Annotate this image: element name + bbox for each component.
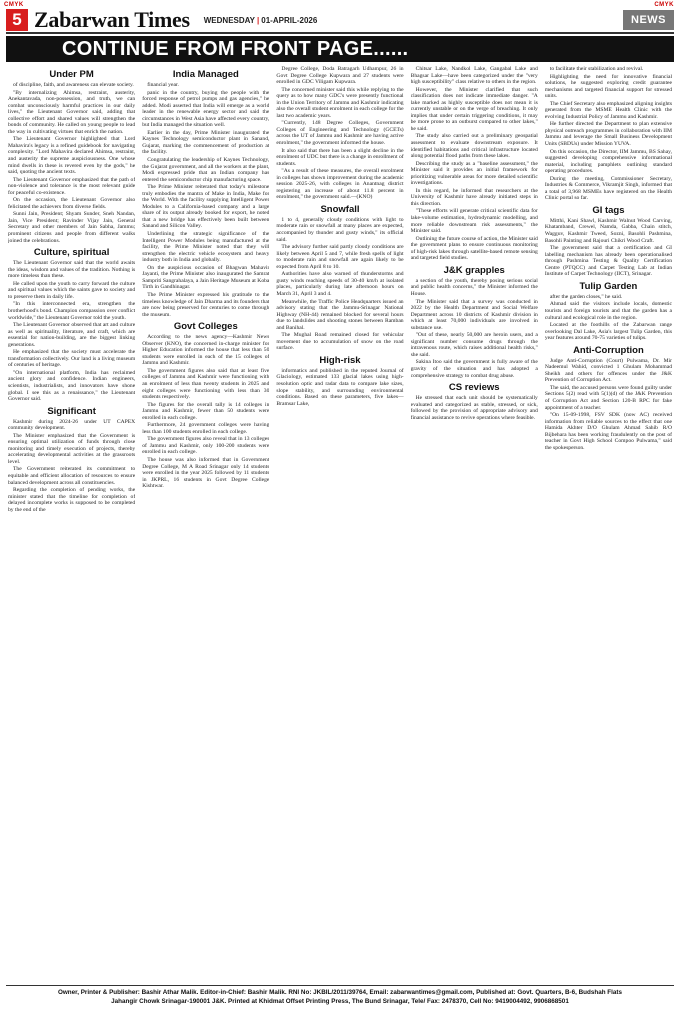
article-paragraph: During the meeting, Commissioner Secretary, Industries & Commerce, Vikramjit Singh, informed that a total of 3,968 MSMEs have registered on the Health Clinic portal so far. bbox=[544, 175, 673, 202]
article-paragraph: It also said that there has been a slight decline in the enrolment of UDC but there is a change in enrollment of students. bbox=[276, 147, 404, 167]
article-paragraph: financial year. bbox=[147, 82, 179, 88]
article-body bbox=[8, 260, 135, 402]
article-paragraph: The Government reiterated its commitment to equitable and efficient allocation of resources to ensure balanced development across all constituencies. bbox=[8, 466, 136, 486]
dateline: WEDNESDAY | 01-APRIL-2026 bbox=[203, 15, 318, 25]
article-title: Govt Colleges bbox=[173, 321, 238, 333]
article-paragraph: Describing the study as a "baseline assessment," the Minister said it provides an initial framework for prioritizing vulnerable areas for more detailed scientific investigations. bbox=[410, 160, 538, 187]
print-mark-right: CMYK bbox=[654, 2, 674, 8]
section-tag: NEWS bbox=[623, 10, 674, 30]
article-title: India Managed bbox=[172, 69, 239, 80]
article-paragraph: Highlighting the need for innovative financial solutions, he suggested exploring credit guarantee mechanisms and targeted financial support for stressed units. bbox=[544, 73, 673, 100]
print-mark-left: CMYK bbox=[4, 2, 24, 8]
column-1 bbox=[8, 66, 135, 972]
article-title: Significant bbox=[47, 405, 96, 417]
article-paragraph: "Out of these, nearly 50,000 are heroin users, and a significant number consume drugs through the intravenous route, which raises additional health risks," she said. bbox=[410, 332, 538, 358]
article-paragraph: The house was also informed that in Government Degree College, M A Road Srinagar only 14 students were enrolled in the year 2025 followed by 11 students in JKPRL, 16 students in Govt Degree College Kishtwar. bbox=[142, 456, 270, 490]
article-paragraph: "By internalizing Ahimsa, restraint, austerity, Anekantavada, non-possession, and truth, we can combat unconsciously harmful practices in our daily lives," the Lieutenant Governor said, adding that collective effort and shared values will strengthen the bonds of community. He called on young people to lead the way in cultivating virtues that enrich the nation. bbox=[8, 89, 136, 135]
article-paragraph: According to the news agency—Kashmir News Observer (KNO), the concerned in-charge minister for Higher Education informed the house that less than 50 students were enrolled in each of the 15 colleges of Jammu and Kashmir. bbox=[142, 334, 270, 367]
article-body bbox=[142, 82, 269, 318]
article-paragraph: "As a result of these measures, the overall enrolment in colleges has shown improvement during the academic session 2025-26, with colleges in Anantnag district registering an increase of about 11.8 percent in enrolment," the government said.—(KNO) bbox=[276, 168, 404, 201]
page-number: 5 bbox=[6, 9, 28, 31]
article-paragraph: The study also carried out a preliminary geospatial assessment to evaluate downstream exposure. It identified habitations and critical infrastructure located along potential flood paths from these lakes. bbox=[410, 133, 538, 160]
article-paragraph: On the occasion, the Lieutenant Governor also felicitated the achievers from diverse fields. bbox=[8, 197, 136, 210]
article-title: Under PM bbox=[49, 69, 94, 80]
imprint bbox=[6, 988, 674, 1010]
article-title: Culture, spiritual bbox=[33, 247, 110, 259]
article-paragraph: The Lieutenant Governor emphasized that the path of non-violence and tolerance is the most relevant guide for peaceful co-existence. bbox=[8, 176, 136, 196]
article-paragraph: On the auspicious occasion of Bhagwan Mahavir Jayanti, the Prime Minister also inaugurated the Samrat Sampriti Sangrahalaya, a Jain Heritage Museum at Koba Tirth in Gandhinagar. bbox=[142, 264, 270, 291]
article-paragraph: after the garden closes," he said. bbox=[549, 293, 623, 300]
article-paragraph: a section of the youth, thereby posing serious social and public health concerns," the Minister informed the House. bbox=[410, 277, 538, 297]
article-paragraph: The Mughal Road remained closed for vehicular movement due to accumulation of snow on the road surface. bbox=[276, 332, 404, 352]
article-paragraph: In this regard, he informed that researchers at the University of Kashmir have already initiated steps in this direction. bbox=[410, 187, 538, 207]
column-5 bbox=[545, 66, 672, 972]
column-2 bbox=[142, 66, 269, 972]
article-title: Anti-Corruption bbox=[573, 344, 644, 356]
article-paragraph: Located at the foothills of the Zabarwan range overlooking Dal Lake, Asia's largest Tulip Garden, this year features around 70-75 varieties of tulips. bbox=[544, 322, 673, 342]
article-paragraph: The Prime Minister reiterated that today's milestone truly embodies the mantra of Make in India, Make for the World. With the facility supplying Intelligent Power Modules to a California-based company and a large share of its output already booked for export, he noted that a new bridge has effectively been built between Sanand and Silicon Valley. bbox=[142, 184, 270, 230]
article-paragraph: The figures for the overall tally is 14 colleges in Jammu and Kashmir, fewer than 50 students were enrolled in each college. bbox=[142, 401, 270, 421]
paper-name: Zabarwan Times bbox=[34, 7, 190, 32]
article-paragraph: of discipline, faith, and awareness can elevate society. bbox=[13, 82, 134, 88]
article-title: Snowfall bbox=[320, 203, 360, 215]
article-title: Tulip Garden bbox=[579, 280, 638, 292]
article-paragraph: The Minister said that a survey was conducted in 2022 by the Health Department and Social Welfare Department across 10 districts of Kashmir division in which at least 70,000 individuals are involved in substance use. bbox=[410, 298, 538, 331]
article-body bbox=[8, 82, 135, 244]
article-paragraph: The Minister emphasized that the Government is ensuring optimal utilization of funds through close monitoring and timely execution of projects, thereby accelerating developmental activities at the grassroots level. bbox=[8, 432, 136, 465]
article-paragraph: "In this interconnected era, strengthen the brotherhood's bond. Champion compassion over conflict worldwide," the Lieutenant Governor told the youth. bbox=[8, 301, 136, 321]
article-body bbox=[411, 278, 538, 379]
article-paragraph: panic in the country, buying the people with the forced response of petrol pumps and gas agencies," he added. Modi asserted that India will emerge as a world leader in the renewable energy sector and said the circumstances in West Asia have affected every country, but India managed the situation well. bbox=[142, 89, 270, 129]
article-paragraph: Kashmir during 2024-26 under UT CAPEX community development. bbox=[8, 418, 136, 432]
article-paragraph: The Lieutenant Governor observed that art and culture as well as spirituality, literature, and craft, which are essential for nation-building, are the biggest linking generations. bbox=[8, 322, 136, 348]
article-paragraph: On this occasion, the Director, IIM Jammu, BS Sahay, suggested developing comprehensive informational material, including pamphlets outlining standard operating procedures. bbox=[544, 148, 673, 175]
column-4 bbox=[411, 66, 538, 972]
article-paragraph: He called upon the youth to carry forward the culture and spiritual values which the saints gave to society and to preserve them in daily life. bbox=[8, 280, 136, 300]
imprint-line-1: Owner, Printer & Publisher: Bashir Athar Malik. Editor-in-Chief: Bashir Malik. RNI No: JKBIL/2011/39764, Email: zabarwantimes@gmail.com, Published at: Govt. Quarters, B-6, Budshah Flats bbox=[57, 989, 622, 996]
masthead bbox=[6, 8, 674, 34]
article-paragraph: informatics and published in the reputed Journal of Glaciology, estimated 133 glacial lakes using high-resolution optic and radar data to compare lake sizes, slope stability, and surrounding environmental conditions. Based on these parameters, five lakes—Bramsar Lake, bbox=[276, 367, 404, 407]
article-body bbox=[545, 294, 672, 342]
article-paragraph: to facilitate their stabilization and revival. bbox=[549, 66, 644, 72]
article-paragraph: Ahmad said the visitors include locals, domestic tourists and foreign tourists and that the garden has a cultural and ecological role in the region. bbox=[544, 301, 673, 321]
article-body bbox=[8, 419, 135, 514]
article-body bbox=[411, 66, 538, 262]
article-paragraph: The Lieutenant Governor said that the world awaits the ideas, wisdom and values of the tradition. Nothing is more timeless than these. bbox=[8, 260, 136, 280]
article-paragraph: The government figures also said that at least five colleges of Jammu and Kashmir were functioning with an enrolment of less than twenty students in 2025 and eight colleges were functioning with less than 30 students respectively. bbox=[142, 367, 270, 401]
article-title: J&K grapples bbox=[443, 264, 505, 276]
article-body bbox=[276, 217, 403, 352]
article-paragraph: Sunni Jain, President; Shyam Sunder, Sneh Nandan, Jain, Vice President; Ravinder Vijay Jain, General Secretary and other members of Jain Sabha, Jammu; prominent citizens and people from different walks joined the celebrations. bbox=[8, 211, 136, 244]
article-paragraph: The said, the accused persons were found guilty under Sections 5(2) read with 5(1)(d) of the J&K Prevention of Corruption Act and Section 120-B RPC for fake appointment of a teacher. bbox=[544, 384, 673, 411]
date-weekday: WEDNESDAY bbox=[203, 15, 256, 25]
article-paragraph: "Currently, 148 Degree Colleges, Government Colleges of Engineering and Technology (GCETs) across the UT of Jammu and Kashmir are having active enrolment," the government informed the house. bbox=[276, 120, 404, 147]
article-body bbox=[545, 66, 672, 202]
article-paragraph: "On 15-09-1998, FSV SDK (now AC) received information from reliable sources to the effect that one Hamida Akhter D/O Ghulam Ahmad Sahib R/O Bijbehara has been working fraudulently on the post of teacher in Govt High School Compoo Pulwama," said the spokesperson. bbox=[544, 412, 673, 451]
article-paragraph: Degree College, Doda Batragarh Udhampur, 26 in Govt Degree College Kupwara and 27 students were enrolled in GDC Viligam Kupwara. bbox=[276, 66, 404, 86]
article-paragraph: Regarding the completion of pending works, the minister stated that the timeline for completion of delayed incomplete works is supposed to be completed by the end of the bbox=[8, 487, 136, 513]
article-title: GI tags bbox=[592, 204, 625, 216]
article-paragraph: The Lieutenant Governor highlighted that Lord Mahavira's legacy is a refined guidebook for navigating complexity. "Lord Mahavira declared Ahimsa, restraint, and austerity the supreme auspiciousness. One whose mind dwells in these is revered even by the gods," he said, quoting the ancient texts. bbox=[8, 136, 136, 176]
article-paragraph: Meanwhile, the Traffic Police Headquarters issued an advisory stating that the Jammu-Srinagar National Highway (NH-44) remained blocked for several hours due to landslides and shooting stones between Ramban and Banihal. bbox=[276, 298, 404, 331]
article-body bbox=[545, 218, 672, 278]
article-paragraph: The Chief Secretary also emphasized aligning insights generated from the MSME Health Clinic with the evolving Industrial Policy of Jammu and Kashmir. bbox=[544, 100, 673, 120]
imprint-line-2: Jahangir Chowk Srinagar-190001 J&K. Printed at Khidmat Offset Printing Press, The Bund Srinagar, Tele/ Fax: 2478370, Cell No: 9419004492, 9906868501 bbox=[111, 998, 569, 1005]
article-paragraph: Outlining the future course of action, the Minister said the government plans to ensure continuous monitoring of high-risk lakes through satellite-based remote sensing and targeted field studies. bbox=[410, 235, 538, 262]
article-paragraph: Furthermore, 24 government colleges were having less than 100 students enrolled in each college. bbox=[142, 422, 270, 435]
article-paragraph: 1 to 4, generally cloudy conditions with light to moderate rain or snowfall at many places are expected, accompanied by thunder and gusty winds," its official said. bbox=[276, 216, 404, 243]
article-paragraph: Underlining the strategic significance of the Intelligent Power Modules being manufactured at the facility, the Prime Minister noted that they will strengthen the electric vehicle ecosystem and heavy industry both in India and globally. bbox=[142, 231, 270, 264]
article-paragraph: Congratulating the leadership of Kaynes Technology, the Gujarat government, and all the workers at the plant, Modi expressed pride that an Indian company has entered the semiconductor chip manufacturing space. bbox=[142, 157, 270, 183]
article-paragraph: The concerned minister said this while replying to the query as to how many GDC's were presently functional in the Union Territory of Jammu and Kashmir indicating also the overall student enrolment in each college for the last two academic years. bbox=[276, 86, 404, 119]
article-columns bbox=[8, 66, 672, 972]
article-paragraph: He further directed the Department to plan extensive physical outreach programmes in collaboration with IIM Jammu and leverage the Small Business Development Units (SBDUs) under Mission YUVA. bbox=[544, 121, 673, 148]
article-paragraph: The government said that a certification and GI labelling mechanism has already been operationalised through Pashmina Testing & Quality Certification Centre (PTQCC) and Carpet Testing Lab at Indian Institute of Carpet Technology (IICT), Srinagar. bbox=[544, 245, 673, 278]
article-paragraph: The advisory further said partly cloudy conditions are likely between April 5 and 7, while fresh spells of light to moderate rain and snowfall are again likely to be expected from April 8 to 10. bbox=[276, 244, 404, 270]
article-body bbox=[142, 334, 269, 490]
section-banner: CONTINUE FROM FRONT PAGE...... bbox=[6, 36, 674, 62]
article-paragraph: Sakina Itoo said the government is fully aware of the gravity of the situation and has adopted a comprehensive strategy to combat drug abuse. bbox=[410, 359, 538, 379]
article-paragraph: The government figures also reveal that in 13 colleges of Jammu and Kashmir, only 100-200 students were enrolled in each college. bbox=[142, 436, 270, 456]
article-title: High-risk bbox=[319, 354, 361, 366]
article-paragraph: The Prime Minister expressed his gratitude to the timeless knowledge of Jain Dharma and its founders that are now being preserved for centuries to come through the museum. bbox=[142, 291, 270, 318]
article-paragraph: Mitthi, Kani Shawl, Kashmir Walnut Wood Carving, Khatamband, Crewel, Namda, Gabba, Chain stitch, Wagguv, Kashmir Tweed, Sozni, Basohli Pashmina, Basohli Painting and Rajouri Chikri Wood Craft. bbox=[544, 217, 673, 244]
date-value: 01-APRIL-2026 bbox=[261, 15, 318, 25]
article-paragraph: Chitsar Lake, Nandkol Lake, Gangabal Lake and Bhagsar Lake—have been categorized under the "very high susceptibility" class relative to others in the region. bbox=[410, 66, 538, 86]
article-paragraph: "On international platform, India has reclaimed ancient glory and confidence. Indian engineers, scientists, industrialists, and innovators have shone global. I see this as a renaissance," the Lieutenant Governor said. bbox=[8, 369, 136, 403]
article-body bbox=[276, 368, 403, 407]
article-title: CS reviews bbox=[448, 382, 500, 394]
article-paragraph: Judge Anti-Corruption (Court) Pulwama, Dr. Mir Nadeemul Wahid, convicted 1 Ghulam Mohammad Sheikh and others for offences under the J&K Prevention of Corruption Act. bbox=[544, 357, 673, 384]
article-paragraph: He stressed that each unit should be systematically evaluated and categorized as stable, stressed, or sick, followed by the provision of appropriate advisory and financial assistance to revive operations where feasible. bbox=[410, 395, 538, 421]
column-3 bbox=[276, 66, 403, 972]
footer-divider bbox=[6, 985, 674, 986]
article-body bbox=[276, 66, 403, 201]
article-paragraph: Earlier in the day, Prime Minister inaugurated the Kaynes Technology semiconductor plant in Sanand, Gujarat, marking the commencement of production at the facility. bbox=[142, 129, 270, 156]
article-paragraph: Authorities have also warned of thunderstorms and gusty winds reaching speeds of 30-40 km/h at isolated places, particularly during late afternoon hours on March 31, April 3 and 4. bbox=[276, 271, 404, 297]
article-paragraph: He emphasized that the society must accelerate the transformation collectively. Our land is a living museum of centuries of heritage. bbox=[8, 349, 136, 369]
article-paragraph: "These efforts will generate critical scientific data for lake-volume estimation, hydrodynamic modelling, and more reliable downstream risk assessments," the Minister said. bbox=[410, 208, 538, 235]
article-body bbox=[545, 358, 672, 452]
article-body bbox=[411, 395, 538, 421]
article-paragraph: However, the Minister clarified that such classification does not indicate immediate danger. "A lake marked as highly susceptible does not mean it is currently unstable or on the verge of breaching. It only implies that under certain triggering conditions, it may be more prone to an outburst compared to other lakes," he said. bbox=[410, 86, 538, 132]
